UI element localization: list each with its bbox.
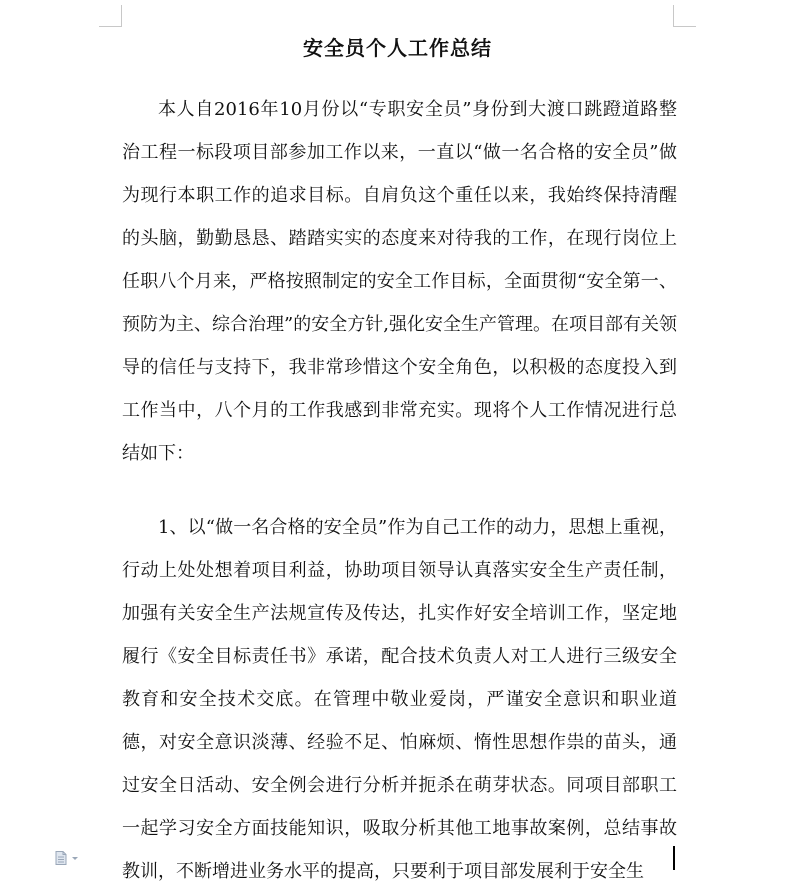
paragraph-intro[interactable]: 本人自2016年10月份以“专职安全员”身份到大渡口跳蹬道路整治工程一标段项目部参加工作以来，一直以“做一名合格的安全员”做为现行本职工作的追求目标。自肩负这个重任以来，我始终保持清醒的头脑，勤勤恳恳、踏踏实实的态度来对待我的工作，在现行岗位上任职八个月来，严格按照制定的安全工作目标，全面贯彻“安全第一、预防为主、综合治理”的安全方针,强化安全生产管理。在项目部有关领导的信任与支持下，我非常珍惜这个安全角色，以积极的态度投入到工作当中，八个月的工作我感到非常充实。现将个人工作情况进行总结如下：	[122, 99, 677, 464]
document-dropdown-icon[interactable]	[55, 850, 81, 864]
document-title: 安全员个人工作总结	[303, 36, 492, 60]
paragraph-item-1[interactable]: 1、以“做一名合格的安全员”作为自己工作的动力，思想上重视，行动上处处想着项目利益，协助项目领导认真落实安全生产责任制，加强有关安全生产法规宣传及传达，扎实作好安全培训工作，坚定地履行《安全目标责任书》承诺，配合技术负责人对工人进行三级安全教育和安全技术交底。在管理中敬业爱岗，严谨安全意识和职业道德，对安全意识淡薄、经验不足、怕麻烦、惰性思想作祟的苗头，通过安全日活动、安全例会进行分析并扼杀在萌芽状态。同项目部职工一起学习安全方面技能知识，吸取分析其他工地事故案例，总结事故教训，不断增进业务水平的提高，只要利于项目部发展利于安全生	[122, 517, 677, 882]
corner-mark-top-left	[121, 5, 122, 27]
text-cursor	[673, 846, 675, 870]
corner-mark-top-right	[673, 26, 696, 27]
corner-mark-top-left	[99, 26, 122, 27]
corner-mark-top-right	[673, 5, 674, 27]
